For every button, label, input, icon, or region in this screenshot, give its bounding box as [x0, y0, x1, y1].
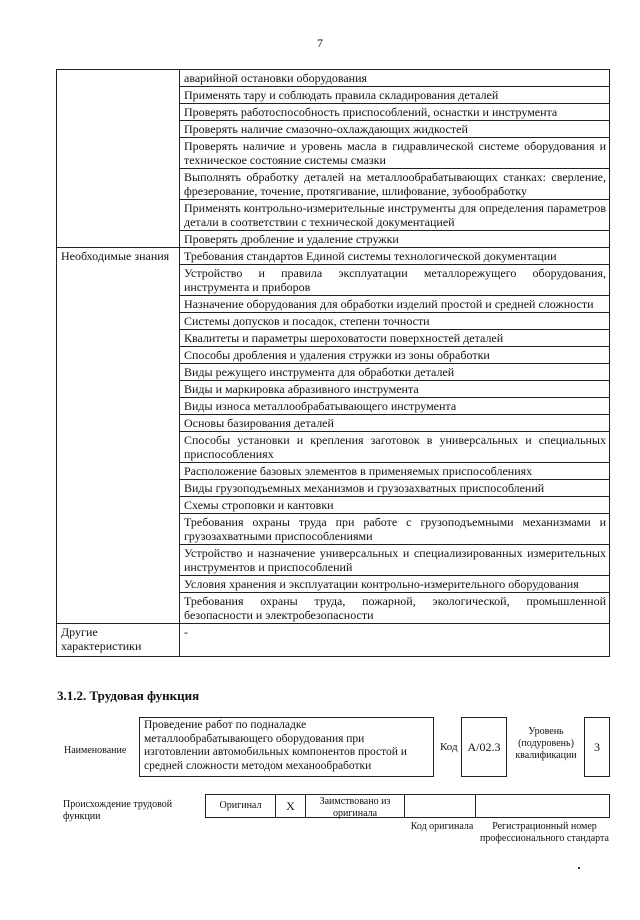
code-original-label: Код оригинала [410, 821, 474, 832]
original-code-cell [405, 795, 476, 817]
knowledge-cell: Устройство и правила эксплуатации металлорежущего оборудования, инструмента и приборов [180, 265, 610, 296]
original-mark: X [276, 795, 306, 817]
other-label: Другие характеристики [57, 624, 180, 657]
knowledge-cell: Требования охраны труда при работе с грузоподъемными механизмами и грузозахватными приспособлениями [180, 514, 610, 545]
function-name-value: Проведение работ по подналадке металлообрабатывающего оборудования при изготовлении автомобильных компонентов простой и средней сложности методом механообработки [139, 717, 434, 777]
table-row [57, 248, 610, 265]
table-row [57, 624, 610, 657]
skills-label-cell [57, 70, 180, 248]
knowledge-cell: Виды режущего инструмента для обработки деталей [180, 364, 610, 381]
page-number: 7 [317, 36, 323, 50]
function-code-label: Код [440, 741, 458, 753]
section-heading: 3.1.2. Трудовая функция [57, 688, 200, 703]
knowledge-cell: Квалитеты и параметры шероховатости поверхностей деталей [180, 330, 610, 347]
other-value: - [180, 624, 610, 657]
knowledge-cell: Требования охраны труда, пожарной, экологической, промышленной безопасности и электробезопасности [180, 593, 610, 624]
skills-cell: Проверять наличие и уровень масла в гидравлической системе оборудования и техническое состояние системы смазки [180, 138, 610, 169]
knowledge-cell: Виды износа металлообрабатывающего инструмента [180, 398, 610, 415]
knowledge-cell: Назначение оборудования для обработки изделий простой и средней сложности [180, 296, 610, 313]
skills-cell: Применять тару и соблюдать правила складирования деталей [180, 87, 610, 104]
knowledge-cell: Виды и маркировка абразивного инструмента [180, 381, 610, 398]
skills-cell: Проверять работоспособность приспособлений, оснастки и инструмента [180, 104, 610, 121]
skills-cell: Проверять наличие смазочно-охлаждающих жидкостей [180, 121, 610, 138]
knowledge-cell: Виды грузоподъемных механизмов и грузозахватных приспособлений [180, 480, 610, 497]
knowledge-cell: Способы дробления и удаления стружки из зоны обработки [180, 347, 610, 364]
knowledge-cell: Требования стандартов Единой системы технологической документации [180, 248, 610, 265]
knowledge-cell: Устройство и назначение универсальных и специализированных измерительных инструментов и приспособлений [180, 545, 610, 576]
skills-cell: Выполнять обработку деталей на металлообрабатывающих станках: сверление, фрезерование, точение, протягивание, шлифование, зубообработку [180, 169, 610, 200]
function-code-value: A/02.3 [461, 717, 507, 777]
qualification-level-value: 3 [584, 717, 610, 777]
knowledge-cell: Схемы строповки и кантовки [180, 497, 610, 514]
requirements-table [56, 69, 610, 657]
registration-number-cell [476, 795, 609, 817]
skills-cell: Проверять дробление и удаление стружки [180, 231, 610, 248]
knowledge-label: Необходимые знания [57, 248, 180, 624]
original-label: Оригинал [206, 795, 276, 817]
knowledge-cell: Системы допусков и посадок, степени точности [180, 313, 610, 330]
origin-row [205, 794, 610, 818]
table-row [57, 70, 610, 87]
scan-speck [578, 867, 580, 869]
borrowed-label: Заимствовано из оригинала [306, 795, 405, 817]
qualification-level-label: Уровень (подуровень) квалификации [515, 726, 577, 761]
function-origin-label: Происхождение трудовой функции [63, 799, 173, 822]
skills-cell: Применять контрольно-измерительные инструменты для определения параметров детали в соответствии с технической документацией [180, 200, 610, 231]
registration-number-label: Регистрационный номер профессионального стандарта [480, 821, 609, 844]
knowledge-cell: Способы установки и крепления заготовок в универсальных и специальных приспособлениях [180, 432, 610, 463]
function-name-label: Наименование [64, 745, 127, 756]
knowledge-cell: Расположение базовых элементов в применяемых приспособлениях [180, 463, 610, 480]
knowledge-cell: Условия хранения и эксплуатации контрольно-измерительного оборудования [180, 576, 610, 593]
knowledge-cell: Основы базирования деталей [180, 415, 610, 432]
skills-cell: аварийной остановки оборудования [180, 70, 610, 87]
